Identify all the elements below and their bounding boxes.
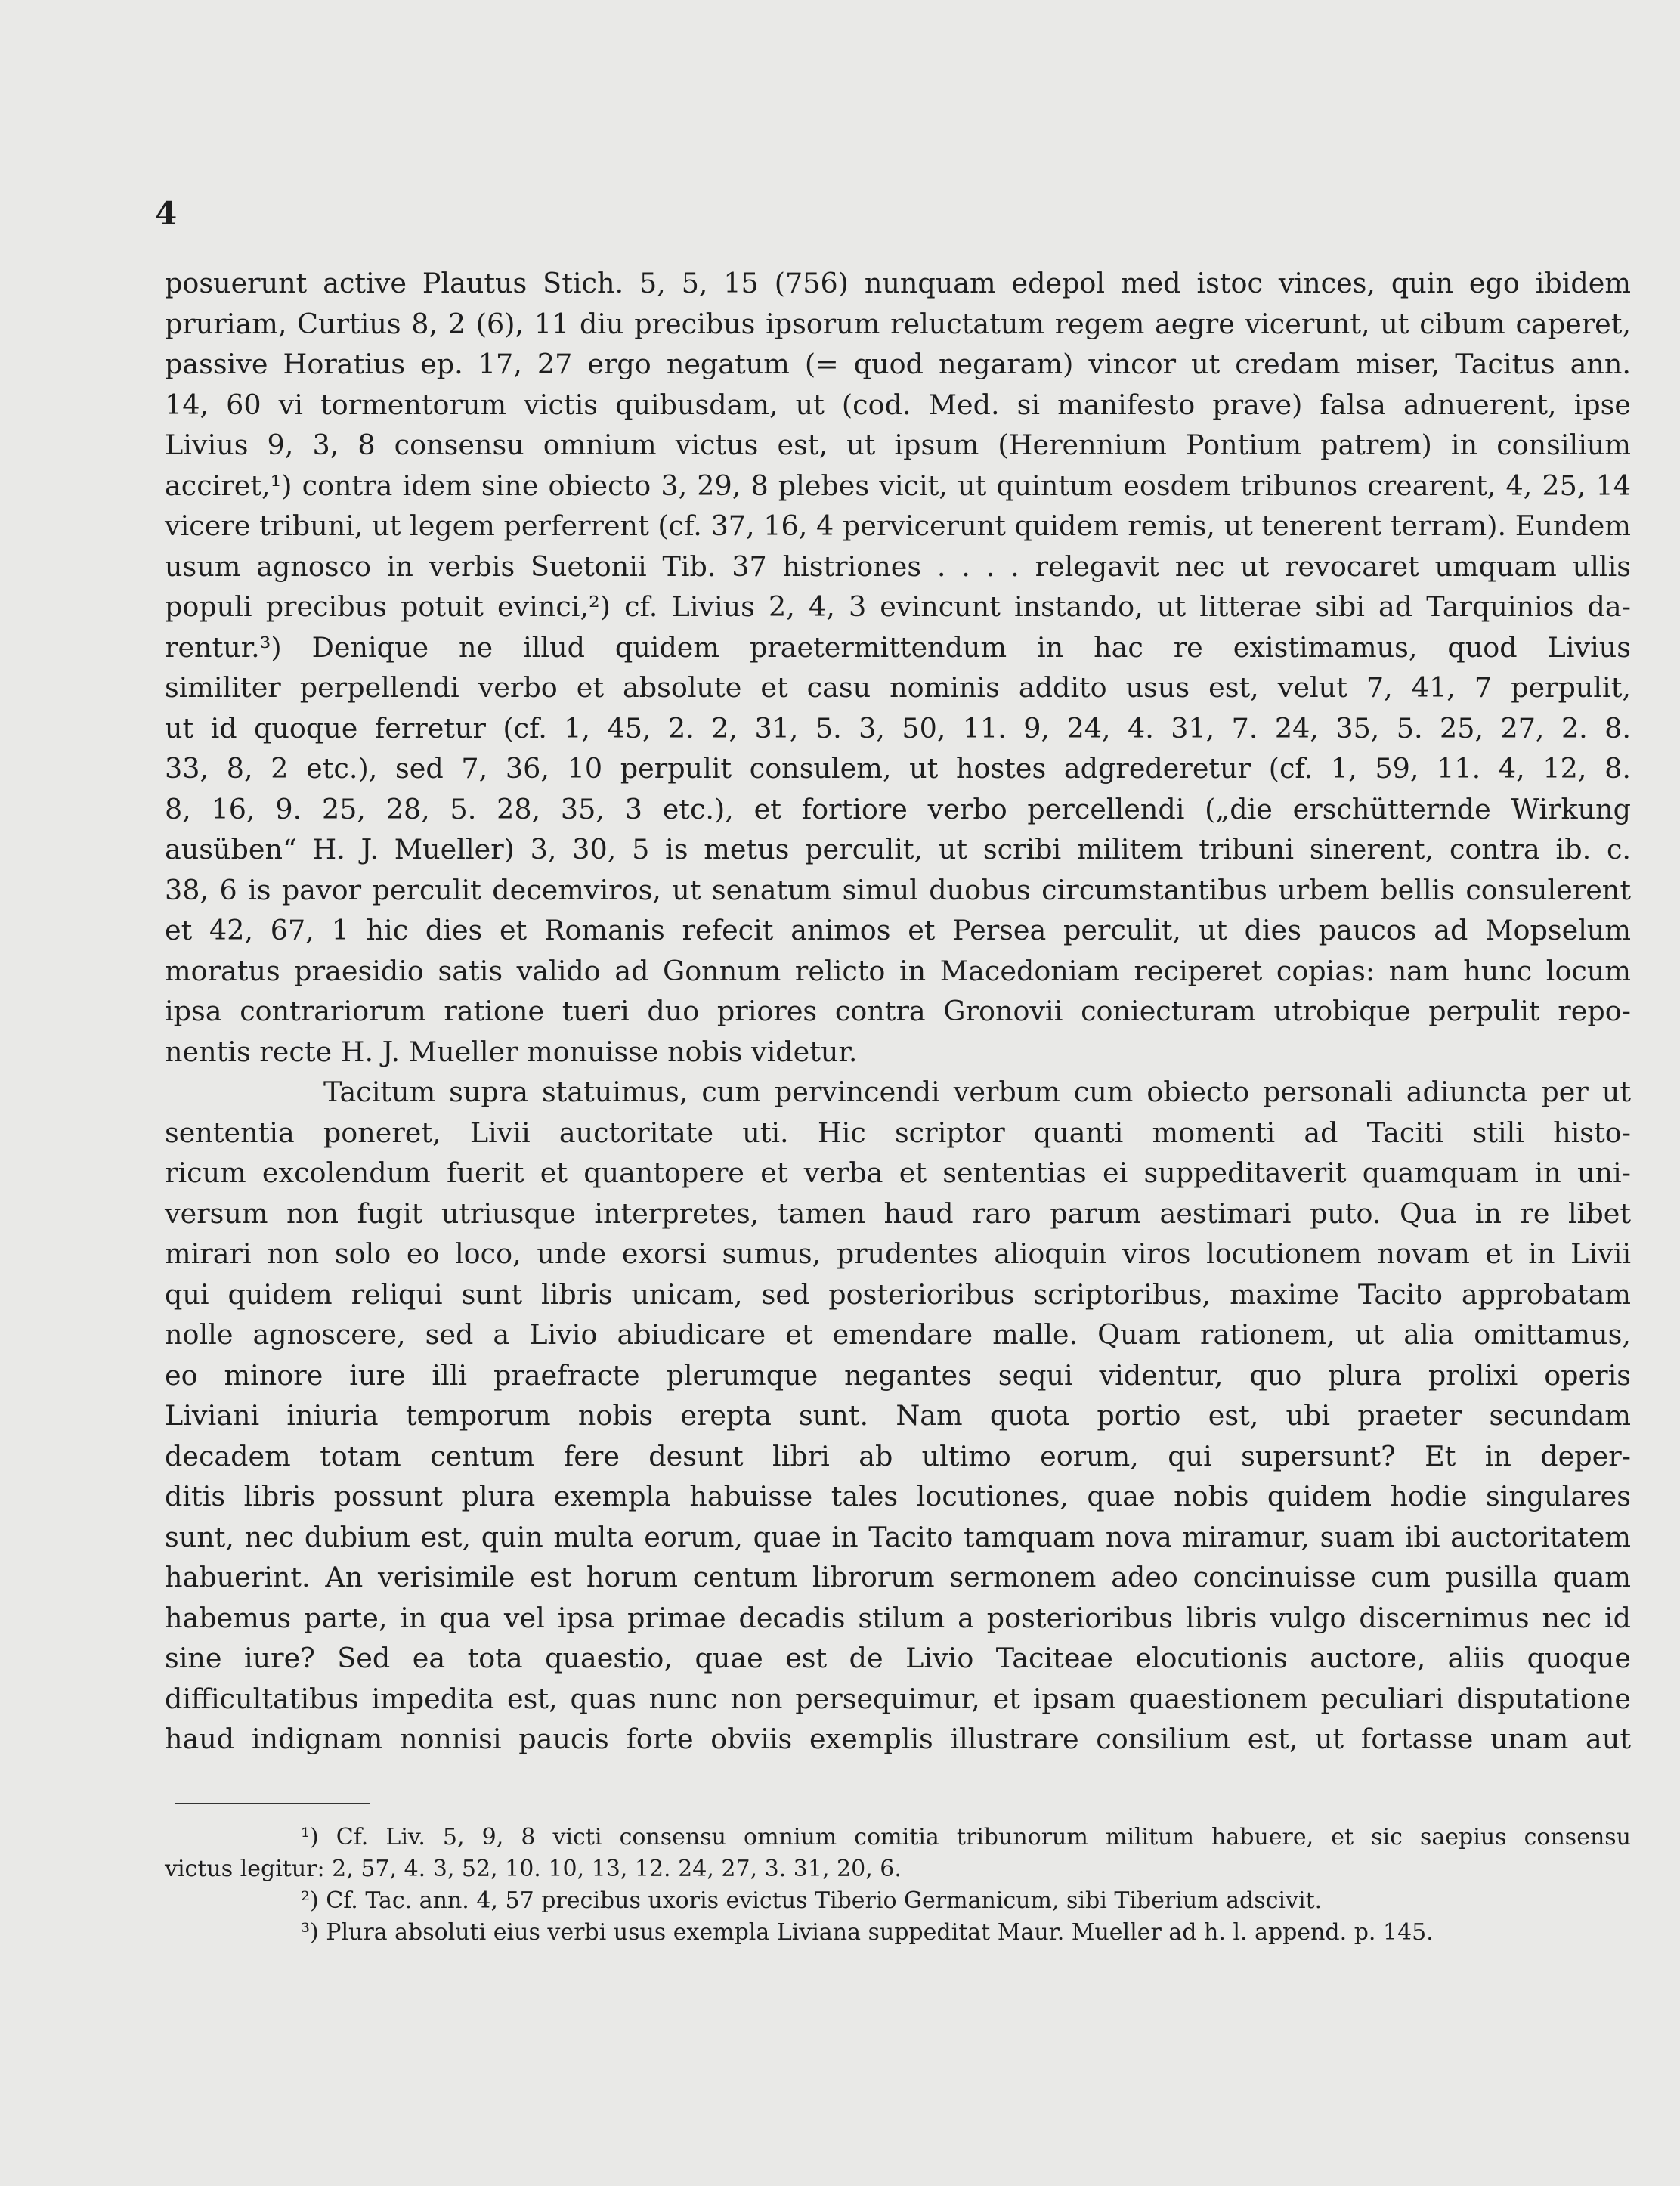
footnote-3: ³) Plura absoluti eius verbi usus exempla Liviana suppeditat Maur. Mueller ad h. l. append. p. 145. (301, 1919, 1434, 1946)
body-line: ditis libris possunt plura exempla habuisse tales locutiones, quae nobis quidem hodie singulares (165, 1480, 1631, 1513)
body-line: 38, 6 is pavor perculit decemviros, ut senatum simul duobus circumstantibus urbem bellis consulerent (165, 873, 1631, 906)
body-line: nentis recte H. J. Mueller monuisse nobis videtur. (165, 1035, 858, 1068)
page-number: 4 (155, 195, 178, 232)
body-line: acciret,¹) contra idem sine obiecto 3, 29, 8 plebes vicit, ut quintum eosdem tribunos crearent, 4, 25, 14 (165, 469, 1631, 502)
body-line: qui quidem reliqui sunt libris unicam, sed posterioribus scriptoribus, maxime Tacito approbatam (165, 1277, 1631, 1311)
body-line: mirari non solo eo loco, unde exorsi sumus, prudentes alioquin viros locutionem novam et in Livii (165, 1237, 1631, 1270)
body-line: decadem totam centum fere desunt libri ab ultimo eorum, qui supersunt? Et in deper- (165, 1439, 1631, 1472)
footnotes (165, 1822, 1631, 1949)
body-line: moratus praesidio satis valido ad Gonnum relicto in Macedoniam reciperet copias: nam hunc locum (165, 954, 1631, 987)
body-line: posuerunt active Plautus Stich. 5, 5, 15 (756) nunquam edepol med istoc vinces, quin ego ibidem (165, 267, 1631, 299)
body-line: Livius 9, 3, 8 consensu omnium victus est, ut ipsum (Herennium Pontium patrem) in consilium (165, 429, 1631, 461)
body-line: similiter perpellendi verbo et absolute et casu nominis addito usus est, velut 7, 41, 7 perpulit, (165, 671, 1631, 704)
body-line: nolle agnoscere, sed a Livio abiudicare et emendare malle. Quam rationem, ut alia omittamus, (165, 1318, 1631, 1351)
body-line: Liviani iniuria temporum nobis erepta sunt. Nam quota portio est, ubi praeter secundam (165, 1399, 1631, 1432)
body-line: ricum excolendum fuerit et quantopere et verba et sententias ei suppeditaverit quamquam in uni- (165, 1156, 1631, 1189)
body-line: ausüben“ H. J. Mueller) 3, 30, 5 is metus perculit, ut scribi militem tribuni sinerent, contra ib. c. (165, 833, 1631, 865)
body-line: passive Horatius ep. 17, 27 ergo negatum (= quod negaram) vincor ut credam miser, Tacitus ann. (165, 348, 1631, 380)
body-line: 14, 60 vi tormentorum victis quibusdam, ut (cod. Med. si manifesto prave) falsa adnuerent, ipse (165, 388, 1631, 421)
body-line: sunt, nec dubium est, quin multa eorum, quae in Tacito tamquam nova miramur, suam ibi auctoritatem (165, 1520, 1631, 1553)
body-line: vicere tribuni, ut legem perferrent (cf. 37, 16, 4 pervicerunt quidem remis, ut tenerent terram). Eundem (165, 509, 1631, 542)
body-line: habuerint. An verisimile est horum centum librorum sermonem adeo concinuisse cum pusilla quam (165, 1561, 1631, 1593)
body-line: rentur.³) Denique ne illud quidem praetermittendum in hac re existimamus, quod Livius (165, 630, 1631, 664)
body-line: eo minore iure illi praefracte plerumque negantes sequi videntur, quo plura prolixi operis (165, 1358, 1631, 1392)
body-line: versum non fugit utriusque interpretes, tamen haud raro parum aestimari puto. Qua in re libet (165, 1197, 1631, 1230)
body-line: difficultatibus impedita est, quas nunc non persequimur, et ipsam quaestionem peculiari disputatione (165, 1682, 1631, 1715)
body-line: 8, 16, 9. 25, 28, 5. 28, 35, 3 etc.), et fortiore verbo percellendi („die erschütternde Wirkung (165, 792, 1631, 825)
body-line: haud indignam nonnisi paucis forte obviis exemplis illustrare consilium est, ut fortasse unam aut (165, 1723, 1631, 1755)
footnote-1-continued: victus legitur: 2, 57, 4. 3, 52, 10. 10, 13, 12. 24, 27, 3. 31, 20, 6. (165, 1856, 902, 1882)
body-text (165, 263, 1631, 1760)
footnote-2: ²) Cf. Tac. ann. 4, 57 precibus uxoris evictus Tiberio Germanicum, sibi Tiberium adscivit. (301, 1887, 1323, 1914)
body-line: et 42, 67, 1 hic dies et Romanis refecit animos et Persea perculit, ut dies paucos ad Mopselum (165, 914, 1631, 946)
body-line: pruriam, Curtius 8, 2 (6), 11 diu precibus ipsorum reluctatum regem aegre vicerunt, ut cibum caperet, (165, 307, 1631, 340)
body-line: ut id quoque ferretur (cf. 1, 45, 2. 2, 31, 5. 3, 50, 11. 9, 24, 4. 31, 7. 24, 35, 5. 25, 27, 2. 8. (165, 711, 1631, 745)
footnote-divider (175, 1803, 370, 1804)
body-line: 33, 8, 2 etc.), sed 7, 36, 10 perpulit consulem, ut hostes adgrederetur (cf. 1, 59, 11. 4, 12, 8. (165, 752, 1631, 785)
body-line: habemus parte, in qua vel ipsa primae decadis stilum a posterioribus libris vulgo discernimus nec id (165, 1601, 1631, 1634)
paragraph-start-line: Tacitum supra statuimus, cum pervincendi verbum cum obiecto personali adiuncta per ut (323, 1076, 1631, 1108)
body-line: sententia poneret, Livii auctoritate uti. Hic scriptor quanti momenti ad Taciti stili histo- (165, 1116, 1631, 1149)
footnote-1: ¹) Cf. Liv. 5, 9, 8 victi consensu omnium comitia tribunorum militum habuere, et sic saepius consensu (301, 1824, 1631, 1850)
body-line: populi precibus potuit evinci,²) cf. Livius 2, 4, 3 evincunt instando, ut litterae sibi ad Tarquinios da- (165, 590, 1631, 623)
body-line: usum agnosco in verbis Suetonii Tib. 37 histriones . . . . relegavit nec ut revocaret umquam ullis (165, 550, 1631, 583)
body-line: ipsa contrariorum ratione tueri duo priores contra Gronovii coniecturam utrobique perpulit repo- (165, 995, 1631, 1027)
body-line: sine iure? Sed ea tota quaestio, quae est de Livio Taciteae elocutionis auctore, aliis quoque (165, 1642, 1631, 1674)
